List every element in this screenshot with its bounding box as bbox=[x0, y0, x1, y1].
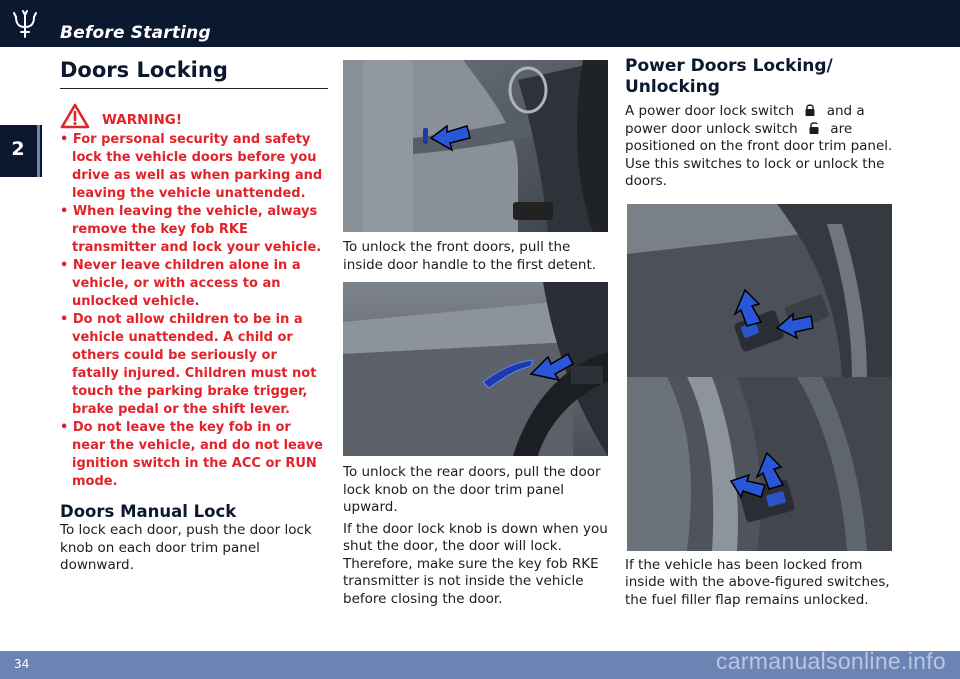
power-unlock-switch-photo bbox=[627, 377, 895, 551]
intro-text-2: and a bbox=[826, 103, 865, 119]
lock-open-icon bbox=[808, 121, 820, 135]
column-unlocking bbox=[343, 60, 608, 608]
trident-logo-icon bbox=[10, 9, 40, 39]
intro-text-5: positioned on the front door trim panel. Use this switches to lock or unlock the doors. bbox=[625, 138, 893, 189]
warning-triangle-icon bbox=[60, 103, 90, 129]
power-lock-switch-photo bbox=[627, 204, 895, 377]
warning-item: • Do not allow children to be in a vehicle unattended. A child or others could be seriously or fatally injured. Children must not touch the parking brake trigger, brake pedal or the shift lever. bbox=[60, 311, 328, 419]
intro-text-1: A power door lock switch bbox=[625, 103, 795, 119]
intro-text-4: are bbox=[830, 120, 853, 137]
lock-note-text: If the door lock knob is down when you shut the door, the door will lock. Therefore, make sure the key fob RKE transmitter is not inside the vehicle before closing the door. bbox=[343, 520, 608, 607]
page-number: 34 bbox=[14, 657, 30, 671]
door-lock-knob-photo bbox=[343, 60, 608, 232]
column-doors-locking bbox=[60, 56, 328, 575]
column-power-locking bbox=[625, 56, 895, 609]
lock-closed-icon bbox=[804, 103, 816, 117]
warning-item: • Never leave children alone in a vehicle, or with access to an unlocked vehicle. bbox=[60, 257, 328, 311]
fuel-flap-note: If the vehicle has been locked from inside with the above-figured switches, the fuel filler flap remains unlocked. bbox=[625, 556, 890, 608]
chapter-number: 2 bbox=[11, 138, 25, 160]
power-lock-intro bbox=[625, 103, 895, 191]
warning-list bbox=[60, 131, 328, 491]
manual-lock-text: To lock each door, push the door lock knob on each door trim panel downward. bbox=[60, 522, 312, 573]
warning-header bbox=[60, 103, 328, 129]
chapter-tab-accent bbox=[37, 125, 40, 177]
warning-item: • For personal security and safety lock the vehicle doors before you drive as well as when parking and leaving the vehicle unattended. bbox=[60, 131, 328, 203]
warning-title: WARNING! bbox=[102, 112, 182, 128]
warning-item: • When leaving the vehicle, always remove the key fob RKE transmitter and lock your vehicle. bbox=[60, 203, 328, 257]
page-title: Doors Locking bbox=[60, 56, 328, 89]
door-handle-photo bbox=[343, 282, 608, 456]
intro-text-3: power door unlock switch bbox=[625, 120, 798, 137]
section-title: Before Starting bbox=[60, 23, 211, 43]
manual-lock-heading: Doors Manual Lock bbox=[60, 502, 237, 521]
front-unlock-text: To unlock the front doors, pull the inside door handle to the first detent. bbox=[343, 239, 597, 273]
power-locking-heading: Power Doors Locking/ Unlocking bbox=[625, 56, 833, 97]
warning-item: • Do not leave the key fob in or near the vehicle, and do not leave ignition switch in the ACC or RUN mode. bbox=[60, 419, 328, 491]
watermark-text: carmanualsonline.info bbox=[715, 648, 946, 674]
rear-unlock-text: To unlock the rear doors, pull the door lock knob on the door trim panel upward. bbox=[343, 464, 601, 515]
